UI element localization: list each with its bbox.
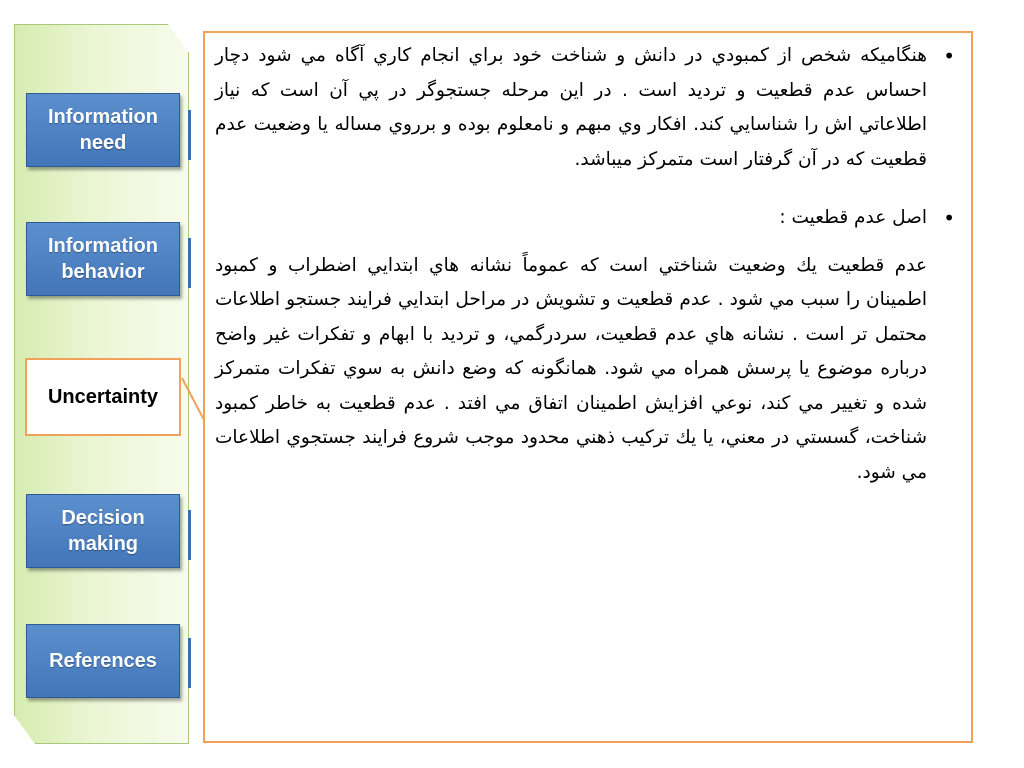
nav-button-references[interactable]: References	[26, 624, 180, 698]
nav-tick	[188, 238, 191, 288]
nav-button-information-need[interactable]: Information need	[26, 93, 180, 167]
paragraph-definition	[215, 39, 955, 177]
nav-button-information-behavior[interactable]: Information behavior	[26, 222, 180, 296]
nav-tick	[188, 110, 191, 160]
bullet-icon: •	[943, 44, 955, 68]
paragraph-definition-text: هنگاميکه شخص از کمبودي در دانش و شناخت خود براي انجام کاري آگاه مي شود دچار احساس عدم قطعيت و ترديد است . در اين مرحله جستجوگر در پي آن است که نياز اطلاعاتي اش را شناسايي کند. افکار وي مبهم و نامعلوم بوده و برروي مساله يا وضعيت عدم قطعيت که در آن گرفتار است متمرکز ميباشد.	[215, 45, 927, 170]
heading-uncertainty-principle	[215, 201, 955, 236]
heading-uncertainty-principle-text: اصل عدم قطعيت :	[779, 207, 927, 228]
nav-tick	[188, 510, 191, 560]
paragraph-uncertainty-principle: عدم قطعيت يك وضعيت شناختي است که عموماً نشانه هاي ابتدايي اضطراب و كمبود اطمينان را سبب مي شود . عدم قطعيت و تشويش در مراحل ابتدايي فرايند جستجو اطلاعات محتمل تر است . نشانه هاي عدم قطعيت، سردرگمي، و ترديد با ابهام و تفکرات غير واضح درباره موضوع يا پرسش همراه مي شود. همانگونه که وضع دانش به سوي تفکرات متمرکز شده و تغيير مي کند، نوعي افزايش اطمينان اتفاق مي افتد . عدم قطعيت به خاطر کمبود شناخت، گسستي در معني، يا يك ترکيب ذهني محدود موجب شروع فرايند جستجوي اطلاعات مي شود.	[215, 254, 927, 483]
content-panel	[203, 31, 973, 743]
nav-button-decision-making[interactable]: Decision making	[26, 494, 180, 568]
nav-button-uncertainty[interactable]: Uncertainty	[25, 358, 181, 436]
bullet-icon: •	[943, 206, 955, 230]
content-text	[215, 39, 955, 490]
nav-tick	[188, 638, 191, 688]
